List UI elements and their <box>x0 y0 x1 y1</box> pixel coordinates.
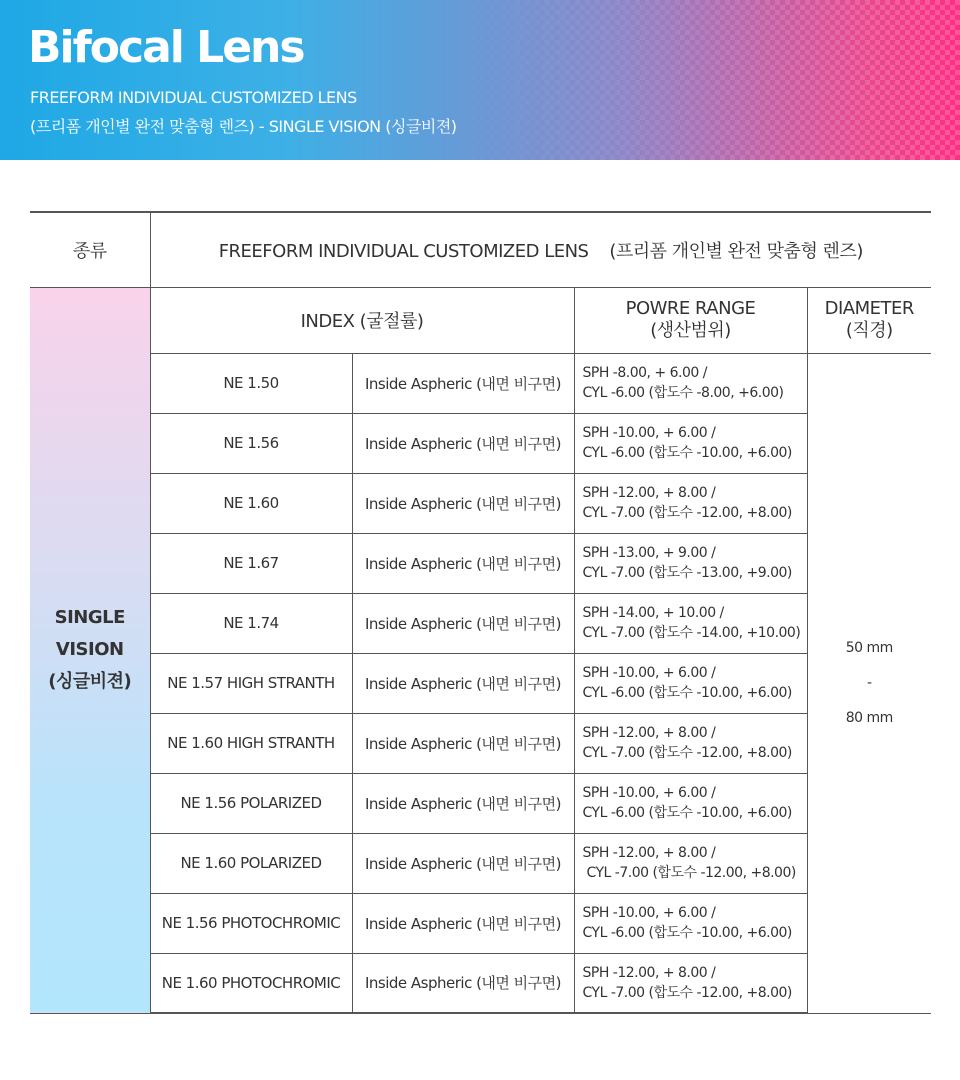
range-line1: SPH -12.00, + 8.00 / <box>582 725 716 741</box>
lens-title-text: FREEFORM INDIVIDUAL CUSTOMIZED LENS (프리폼 개인별 완전 맞춤형 렌즈) <box>218 240 863 262</box>
range-line1: SPH -12.00, + 8.00 / <box>582 485 716 501</box>
index-cell: NE 1.60 HIGH STRANTH <box>150 713 352 773</box>
index-header: INDEX (굴절률) <box>150 287 574 353</box>
table-row <box>30 713 931 773</box>
range-line1: SPH -10.00, + 6.00 / <box>582 905 716 921</box>
type-cell: Inside Aspheric (내면 비구면) <box>352 893 574 953</box>
table-row <box>30 473 931 533</box>
range-header-line1: POWRE RANGE <box>625 298 756 319</box>
range-cell <box>574 833 807 893</box>
kind-line2: VISION <box>55 639 124 660</box>
range-line2: CYL -7.00 (합도수 -13.00, +9.00) <box>582 565 792 581</box>
type-cell: Inside Aspheric (내면 비구면) <box>352 353 574 413</box>
range-line2: CYL -7.00 (합도수 -14.00, +10.00) <box>582 625 801 641</box>
diameter-header-line1: DIAMETER <box>824 298 914 319</box>
lens-spec-table <box>30 211 931 1014</box>
diameter-header-line2: (직경) <box>845 320 893 341</box>
diameter-header <box>807 287 931 353</box>
diameter-cell <box>807 353 931 1013</box>
range-cell <box>574 653 807 713</box>
range-line1: SPH -14.00, + 10.00 / <box>582 605 724 621</box>
index-cell: NE 1.50 <box>150 353 352 413</box>
index-cell: NE 1.67 <box>150 533 352 593</box>
index-cell: NE 1.56 <box>150 413 352 473</box>
table-row <box>30 413 931 473</box>
type-cell: Inside Aspheric (내면 비구면) <box>352 533 574 593</box>
range-cell <box>574 413 807 473</box>
range-line2: CYL -6.00 (합도수 -10.00, +6.00) <box>582 685 792 701</box>
range-line1: SPH -8.00, + 6.00 / <box>582 365 707 381</box>
range-line1: SPH -10.00, + 6.00 / <box>582 425 716 441</box>
range-line1: SPH -10.00, + 6.00 / <box>582 785 716 801</box>
range-cell <box>574 893 807 953</box>
type-cell: Inside Aspheric (내면 비구면) <box>352 833 574 893</box>
index-cell: NE 1.60 PHOTOCHROMIC <box>150 953 352 1013</box>
type-cell: Inside Aspheric (내면 비구면) <box>352 713 574 773</box>
index-cell: NE 1.56 POLARIZED <box>150 773 352 833</box>
type-cell: Inside Aspheric (내면 비구면) <box>352 773 574 833</box>
range-header <box>574 287 807 353</box>
index-cell: NE 1.74 <box>150 593 352 653</box>
diameter-line1: 50 mm <box>845 639 893 656</box>
range-line1: SPH -13.00, + 9.00 / <box>582 545 716 561</box>
range-line1: SPH -12.00, + 8.00 / <box>582 845 716 861</box>
type-cell: Inside Aspheric (내면 비구면) <box>352 953 574 1013</box>
kind-line3: (싱글비젼) <box>48 671 132 692</box>
page-subtitle-line2: (프리폼 개인별 완전 맞춤형 렌즈) - SINGLE VISION (싱글비젼) <box>30 117 457 136</box>
index-cell: NE 1.60 <box>150 473 352 533</box>
table-row <box>30 953 931 1013</box>
type-cell: Inside Aspheric (내면 비구면) <box>352 473 574 533</box>
range-line2: CYL -7.00 (합도수 -12.00, +8.00) <box>582 745 792 761</box>
range-cell <box>574 773 807 833</box>
range-cell <box>574 353 807 413</box>
header-banner <box>0 0 960 160</box>
checker-pattern <box>440 0 960 160</box>
range-header-line2: (생산범위) <box>650 320 731 341</box>
range-line1: SPH -12.00, + 8.00 / <box>582 964 716 981</box>
range-cell <box>574 713 807 773</box>
range-line1: SPH -10.00, + 6.00 / <box>582 665 716 681</box>
table-row <box>30 593 931 653</box>
index-cell: NE 1.56 PHOTOCHROMIC <box>150 893 352 953</box>
type-cell: Inside Aspheric (내면 비구면) <box>352 653 574 713</box>
table-row <box>30 833 931 893</box>
type-cell: Inside Aspheric (내면 비구면) <box>352 593 574 653</box>
range-line2: CYL -6.00 (합도수 -10.00, +6.00) <box>582 445 792 461</box>
page-subtitle-line1: FREEFORM INDIVIDUAL CUSTOMIZED LENS <box>30 88 357 107</box>
lens-title-header <box>150 212 931 287</box>
table-row <box>30 353 931 413</box>
diameter-line3: 80 mm <box>845 709 893 726</box>
table-row <box>30 533 931 593</box>
range-line2: CYL -6.00 (합도수 -10.00, +6.00) <box>582 925 792 941</box>
table-row <box>30 653 931 713</box>
range-line2: CYL -6.00 (합도수 -8.00, +6.00) <box>582 385 784 401</box>
kind-cell <box>30 287 150 1013</box>
range-cell <box>574 473 807 533</box>
range-cell <box>574 953 807 1013</box>
table-row <box>30 893 931 953</box>
range-cell <box>574 593 807 653</box>
range-line2: CYL -7.00 (합도수 -12.00, +8.00) <box>582 505 792 521</box>
range-cell <box>574 533 807 593</box>
range-line2: CYL -6.00 (합도수 -10.00, +6.00) <box>582 805 792 821</box>
range-line2: CYL -7.00 (합도수 -12.00, +8.00) <box>582 865 796 881</box>
index-cell: NE 1.60 POLARIZED <box>150 833 352 893</box>
kind-line1: SINGLE <box>54 607 125 628</box>
range-line2: CYL -7.00 (합도수 -12.00, +8.00) <box>582 984 792 1001</box>
index-cell: NE 1.57 HIGH STRANTH <box>150 653 352 713</box>
diameter-line2: - <box>866 674 872 691</box>
table-row <box>30 773 931 833</box>
kind-header: 종류 <box>30 212 150 287</box>
page-title: Bifocal Lens <box>28 22 304 73</box>
type-cell: Inside Aspheric (내면 비구면) <box>352 413 574 473</box>
